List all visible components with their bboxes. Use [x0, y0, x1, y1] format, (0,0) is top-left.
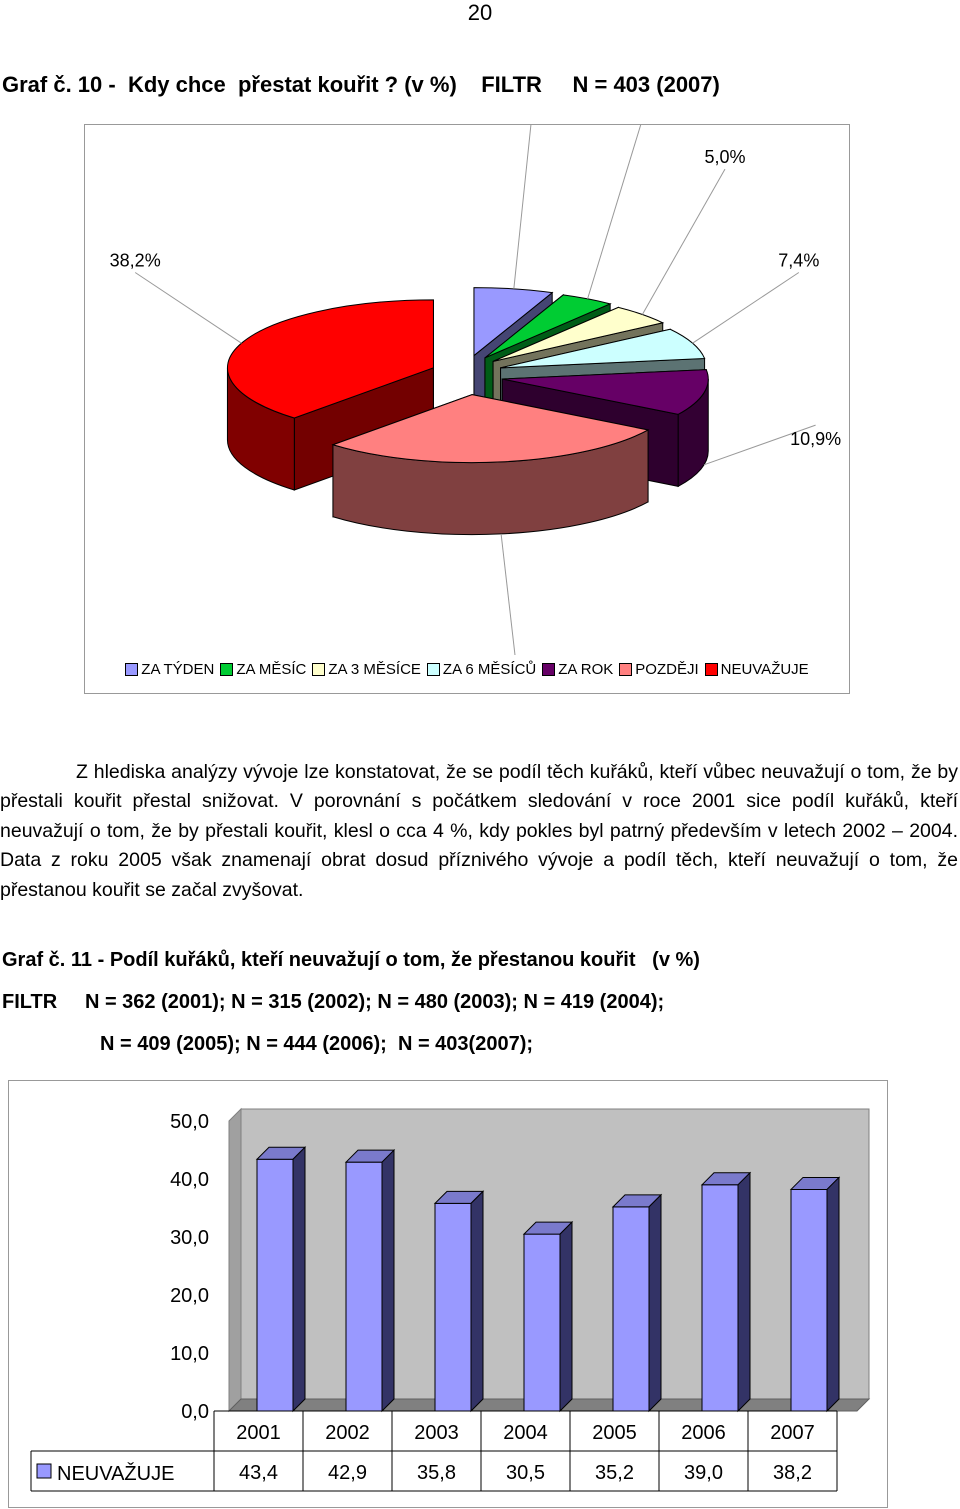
bar-front [524, 1234, 560, 1411]
bar-side [471, 1191, 483, 1411]
bar-side [293, 1147, 305, 1411]
bar-2005 [613, 1195, 661, 1411]
table-value: 35,2 [595, 1462, 634, 1484]
pie-leader-line [693, 272, 799, 343]
legend-swatch [705, 663, 718, 676]
y-tick-label: 10,0 [170, 1343, 209, 1365]
legend-label: ZA MĚSÍC [236, 661, 307, 678]
pie-data-label: 7,4% [778, 250, 820, 271]
bar-front [791, 1189, 827, 1411]
x-category-label: 2001 [236, 1422, 281, 1444]
table-value: 38,2 [773, 1462, 812, 1484]
pie-legend-item [427, 661, 536, 678]
body-paragraph: Z hlediska analýzy vývoje lze konstatovat, že se podíl těch kuřáků, kteří vůbec neuvažují o tom, že by přestali kouřit přestal snižovat. V porovnání s počátkem sledování v roce 2001 sice podíl kuřáků, kteří neuvažují o tom, že by přestali kouřit, klesl o cca 4 %, kdy pokles byl patrný především v letech 2002 – 2004. Data z roku 2005 však znamenají obrat dosud příznivého vývoje a podíl těch, kteří neuvažují o tom, že přestanou kouřit se začal zvyšovat. [0, 761, 958, 901]
bar-2001 [257, 1147, 305, 1411]
pie-leader-line [514, 125, 536, 289]
legend-label: ZA 3 MĚSÍCE [328, 661, 421, 678]
bar-side [827, 1177, 839, 1411]
graph11-filter-line2: N = 409 (2005); N = 444 (2006); N = 403(2007); [100, 1033, 534, 1055]
graph11-title: Graf č. 11 - Podíl kuřáků, kteří neuvažují o tom, že přestanou kouřit (v %) [2, 949, 700, 971]
legend-swatch [619, 663, 632, 676]
legend-swatch [37, 1464, 51, 1478]
x-category-label: 2003 [414, 1422, 459, 1444]
table-value: 39,0 [684, 1462, 723, 1484]
legend-label: POZDĚJI [635, 661, 699, 678]
bar-2007 [791, 1177, 839, 1411]
bar-front [702, 1185, 738, 1411]
pie-leader-line [135, 272, 241, 343]
bar-front [435, 1203, 471, 1411]
pie-legend-item [619, 661, 698, 678]
bar-chart [8, 1080, 888, 1508]
bar-2006 [702, 1173, 750, 1411]
x-category-label: 2002 [325, 1422, 370, 1444]
y-tick-label: 30,0 [170, 1227, 209, 1249]
bar-2002 [346, 1150, 394, 1411]
legend-swatch [427, 663, 440, 676]
bar-side [738, 1173, 750, 1411]
bar-side [560, 1222, 572, 1411]
graph11-filter-line1: FILTR N = 362 (2001); N = 315 (2002); N = 480 (2003); N = 419 (2004); [2, 991, 665, 1013]
bar-side [649, 1195, 661, 1411]
bar-chart-svg [9, 1081, 887, 1507]
legend-label: ZA ROK [558, 661, 614, 678]
page-number: 20 [467, 0, 493, 25]
bar-front [257, 1159, 293, 1411]
x-category-label: 2006 [681, 1422, 726, 1444]
graph10-title: Graf č. 10 - Kdy chce přestat kouřit ? (v %) FILTR N = 403 (2007) [2, 72, 720, 97]
bar-2004 [524, 1222, 572, 1411]
legend-swatch [125, 663, 138, 676]
x-category-label: 2004 [503, 1422, 548, 1444]
bar-front [346, 1162, 382, 1411]
x-category-label: 2007 [770, 1422, 815, 1444]
table-value: 30,5 [506, 1462, 545, 1484]
bar-front [613, 1207, 649, 1411]
legend-label: NEUVAŽUJE [720, 661, 809, 678]
pie-legend-item [125, 661, 214, 678]
y-tick-label: 20,0 [170, 1285, 209, 1307]
legend-swatch [220, 663, 233, 676]
bar-2003 [435, 1191, 483, 1411]
x-category-label: 2005 [592, 1422, 637, 1444]
series-name-label: NEUVAŽUJE [57, 1463, 175, 1485]
pie-data-label: 38,2% [109, 250, 161, 271]
pie-legend-item [542, 661, 613, 678]
pie-data-label: 5,0% [704, 147, 746, 168]
legend-label: ZA 6 MĚSÍCŮ [442, 661, 537, 678]
legend-swatch [542, 663, 555, 676]
y-tick-label: 40,0 [170, 1169, 209, 1191]
pie-leader-line [588, 125, 645, 299]
table-value: 35,8 [417, 1462, 456, 1484]
pie-leader-line [642, 169, 725, 314]
pie-chart-svg [85, 125, 849, 655]
pie-chart [84, 124, 850, 694]
pie-data-label: 10,9% [790, 429, 842, 450]
plot-side-wall [229, 1109, 241, 1411]
pie-legend-item [220, 661, 306, 678]
pie-legend-item [312, 661, 421, 678]
pie-leader-line [501, 534, 517, 655]
y-tick-label: 0,0 [181, 1401, 209, 1423]
table-value: 42,9 [328, 1462, 367, 1484]
pie-legend-item [705, 661, 809, 678]
pie-legend [85, 661, 849, 678]
bar-side [382, 1150, 394, 1411]
legend-label: ZA TÝDEN [141, 661, 215, 678]
legend-swatch [312, 663, 325, 676]
table-value: 43,4 [239, 1462, 278, 1484]
y-tick-label: 50,0 [170, 1111, 209, 1133]
